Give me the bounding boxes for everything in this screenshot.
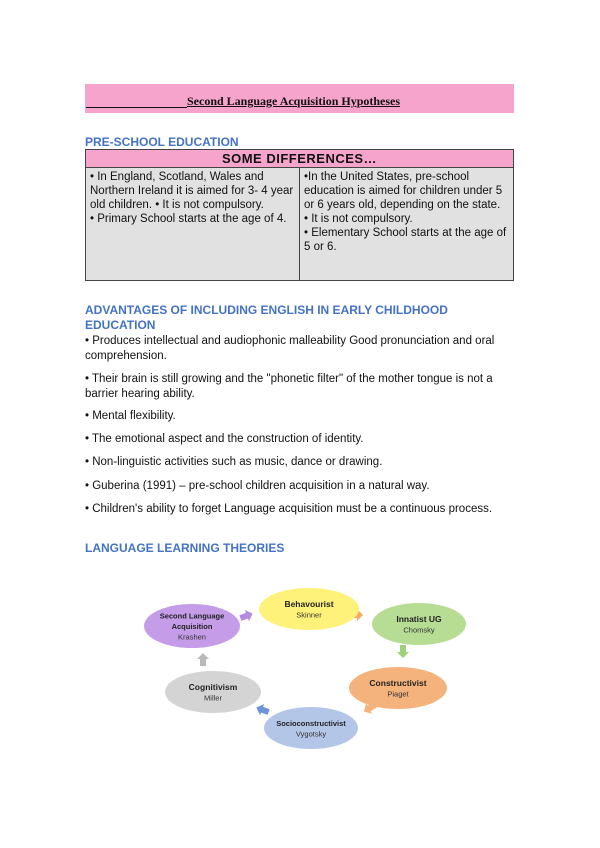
cycle-arrow [197, 653, 209, 666]
cycle-arrow [397, 645, 409, 658]
advantage-item: • Produces intellectual and audiophonic malleability Good pronunciation and oral comprehension. [85, 335, 495, 362]
node-ellipse [349, 667, 447, 709]
uk-line: • Primary School starts at the age of 4. [90, 213, 287, 225]
node-title: Innatist UG [396, 613, 442, 624]
node-author: Piaget [387, 689, 409, 699]
node-behavourist [259, 588, 359, 630]
advantage-item: • Their brain is still growing and the "phonetic filter" of the mother tongue is not a barrier hearing ability. [85, 373, 493, 400]
node-socioconstructivist [264, 707, 358, 749]
cycle-arrow [238, 608, 254, 624]
node-title: Cognitivism [188, 681, 238, 692]
node-innatist-ug [372, 603, 466, 645]
advantage-item: • Children's ability to forget Language acquisition must be a continuous process. [85, 503, 493, 515]
heading-pre-school-education: PRE-SCHOOL EDUCATION [85, 135, 239, 149]
node-title: Acquisition [171, 622, 213, 631]
node-ellipse [259, 588, 359, 630]
node-title: Socioconstructivist [276, 718, 346, 728]
document-title: Second Language Acquisition Hypotheses [187, 94, 401, 108]
node-author: Miller [204, 693, 222, 703]
advantage-item: • Non-linguistic activities such as music, dance or drawing. [85, 456, 383, 468]
us-line: • It is not compulsory. [304, 213, 413, 225]
uk-line: • In England, Scotland, Wales and Northern Ireland it is aimed for 3- 4 year old children. • It is not compulsory. [90, 171, 294, 211]
node-constructivist [349, 667, 447, 709]
node-author: Krashen [178, 632, 206, 642]
node-ellipse [165, 671, 261, 713]
heading-language-learning-theories: LANGUAGE LEARNING THEORIES [85, 541, 285, 555]
advantage-item: • Mental flexibility. [85, 410, 176, 422]
us-line: •In the United States, pre-school education is aimed for children under 5 or 6 years old, depending on the state. [304, 171, 503, 211]
node-author: Vygotsky [295, 729, 327, 739]
table-header: SOME DIFFERENCES… [86, 150, 514, 168]
node-title: Constructivist [369, 677, 427, 688]
node-second-language-acquisition [144, 604, 240, 648]
cycle-nodes [144, 588, 466, 749]
node-author: Chomsky [403, 625, 435, 635]
node-ellipse [372, 603, 466, 645]
node-title: Behavourist [284, 598, 334, 609]
node-title: Second Language [159, 611, 225, 621]
advantage-item: • Guberina (1991) – pre-school children acquisition in a natural way. [85, 480, 430, 492]
node-ellipse [264, 707, 358, 749]
cycle-arrow [254, 702, 270, 718]
us-line: • Elementary School starts at the age of 5 or 6. [304, 227, 507, 253]
heading-advantages: ADVANTAGES OF INCLUDING ENGLISH IN EARLY CHILDHOOD EDUCATION [85, 303, 448, 332]
node-cognitivism [165, 671, 261, 713]
node-author: Skinner [296, 610, 322, 620]
advantage-item: • The emotional aspect and the construction of identity. [85, 433, 364, 445]
